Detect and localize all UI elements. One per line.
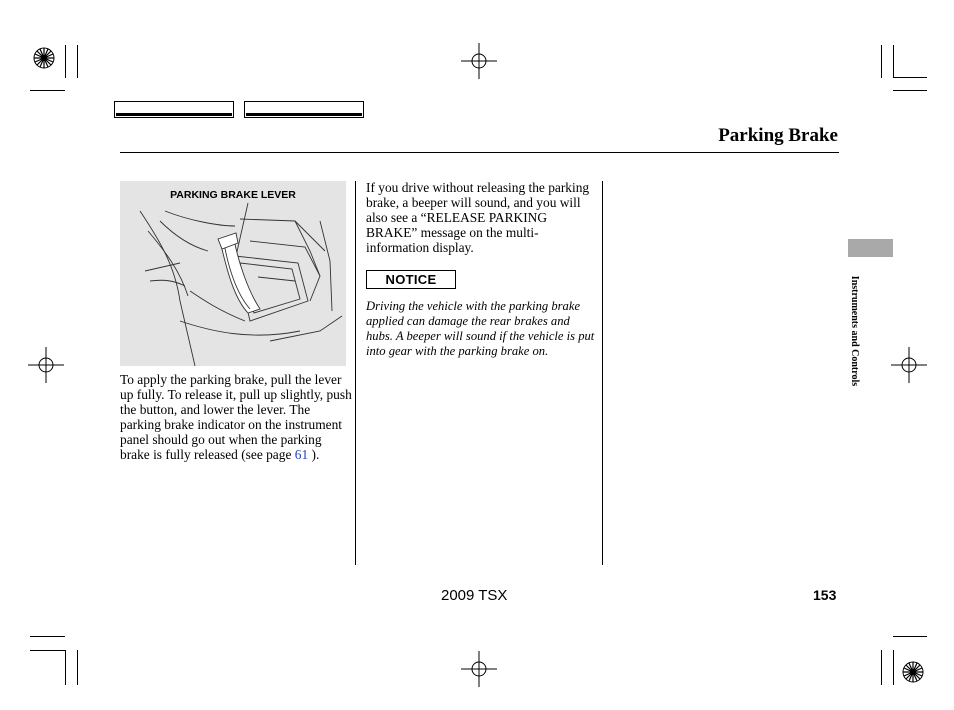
column-divider-left [355,181,356,565]
figure-label: PARKING BRAKE LEVER [170,189,296,201]
notice-text: Driving the vehicle with the parking brake applied can damage the rear brakes and hubs. A beeper will sound if the vehicle is put into gear with the parking brake on. [366,299,595,358]
footer-model: 2009 TSX [441,587,508,604]
starburst-target-top-left [34,48,54,68]
apply-release-paragraph [120,373,352,462]
nav-next-button[interactable] [244,101,364,118]
section-side-label: Instruments and Controls [849,275,860,387]
page-61-link[interactable]: 61 [294,446,309,462]
apply-release-text: To apply the parking brake, pull the lever up fully. To release it, pull up slightly, push the button, and lower the lever. The parking brake indicator on the instrument panel should go out when the parking brake is fully released (see page [120,372,352,462]
page-number: 153 [813,587,837,603]
starburst-target-bottom-right [903,662,923,682]
parking-brake-illustration [120,181,346,366]
notice-badge: NOTICE [366,270,456,289]
parking-brake-figure [120,181,346,366]
title-rule [120,152,839,153]
nav-previous-button[interactable] [114,101,234,118]
apply-release-text-end: ). [308,446,320,462]
page-title: Parking Brake [718,125,838,146]
beeper-paragraph: If you drive without releasing the parking brake, a beeper will sound, and you will also see a “RELEASE PARKING BRAKE” message on the multi-information display. [366,180,590,255]
column-divider-right [602,181,603,565]
